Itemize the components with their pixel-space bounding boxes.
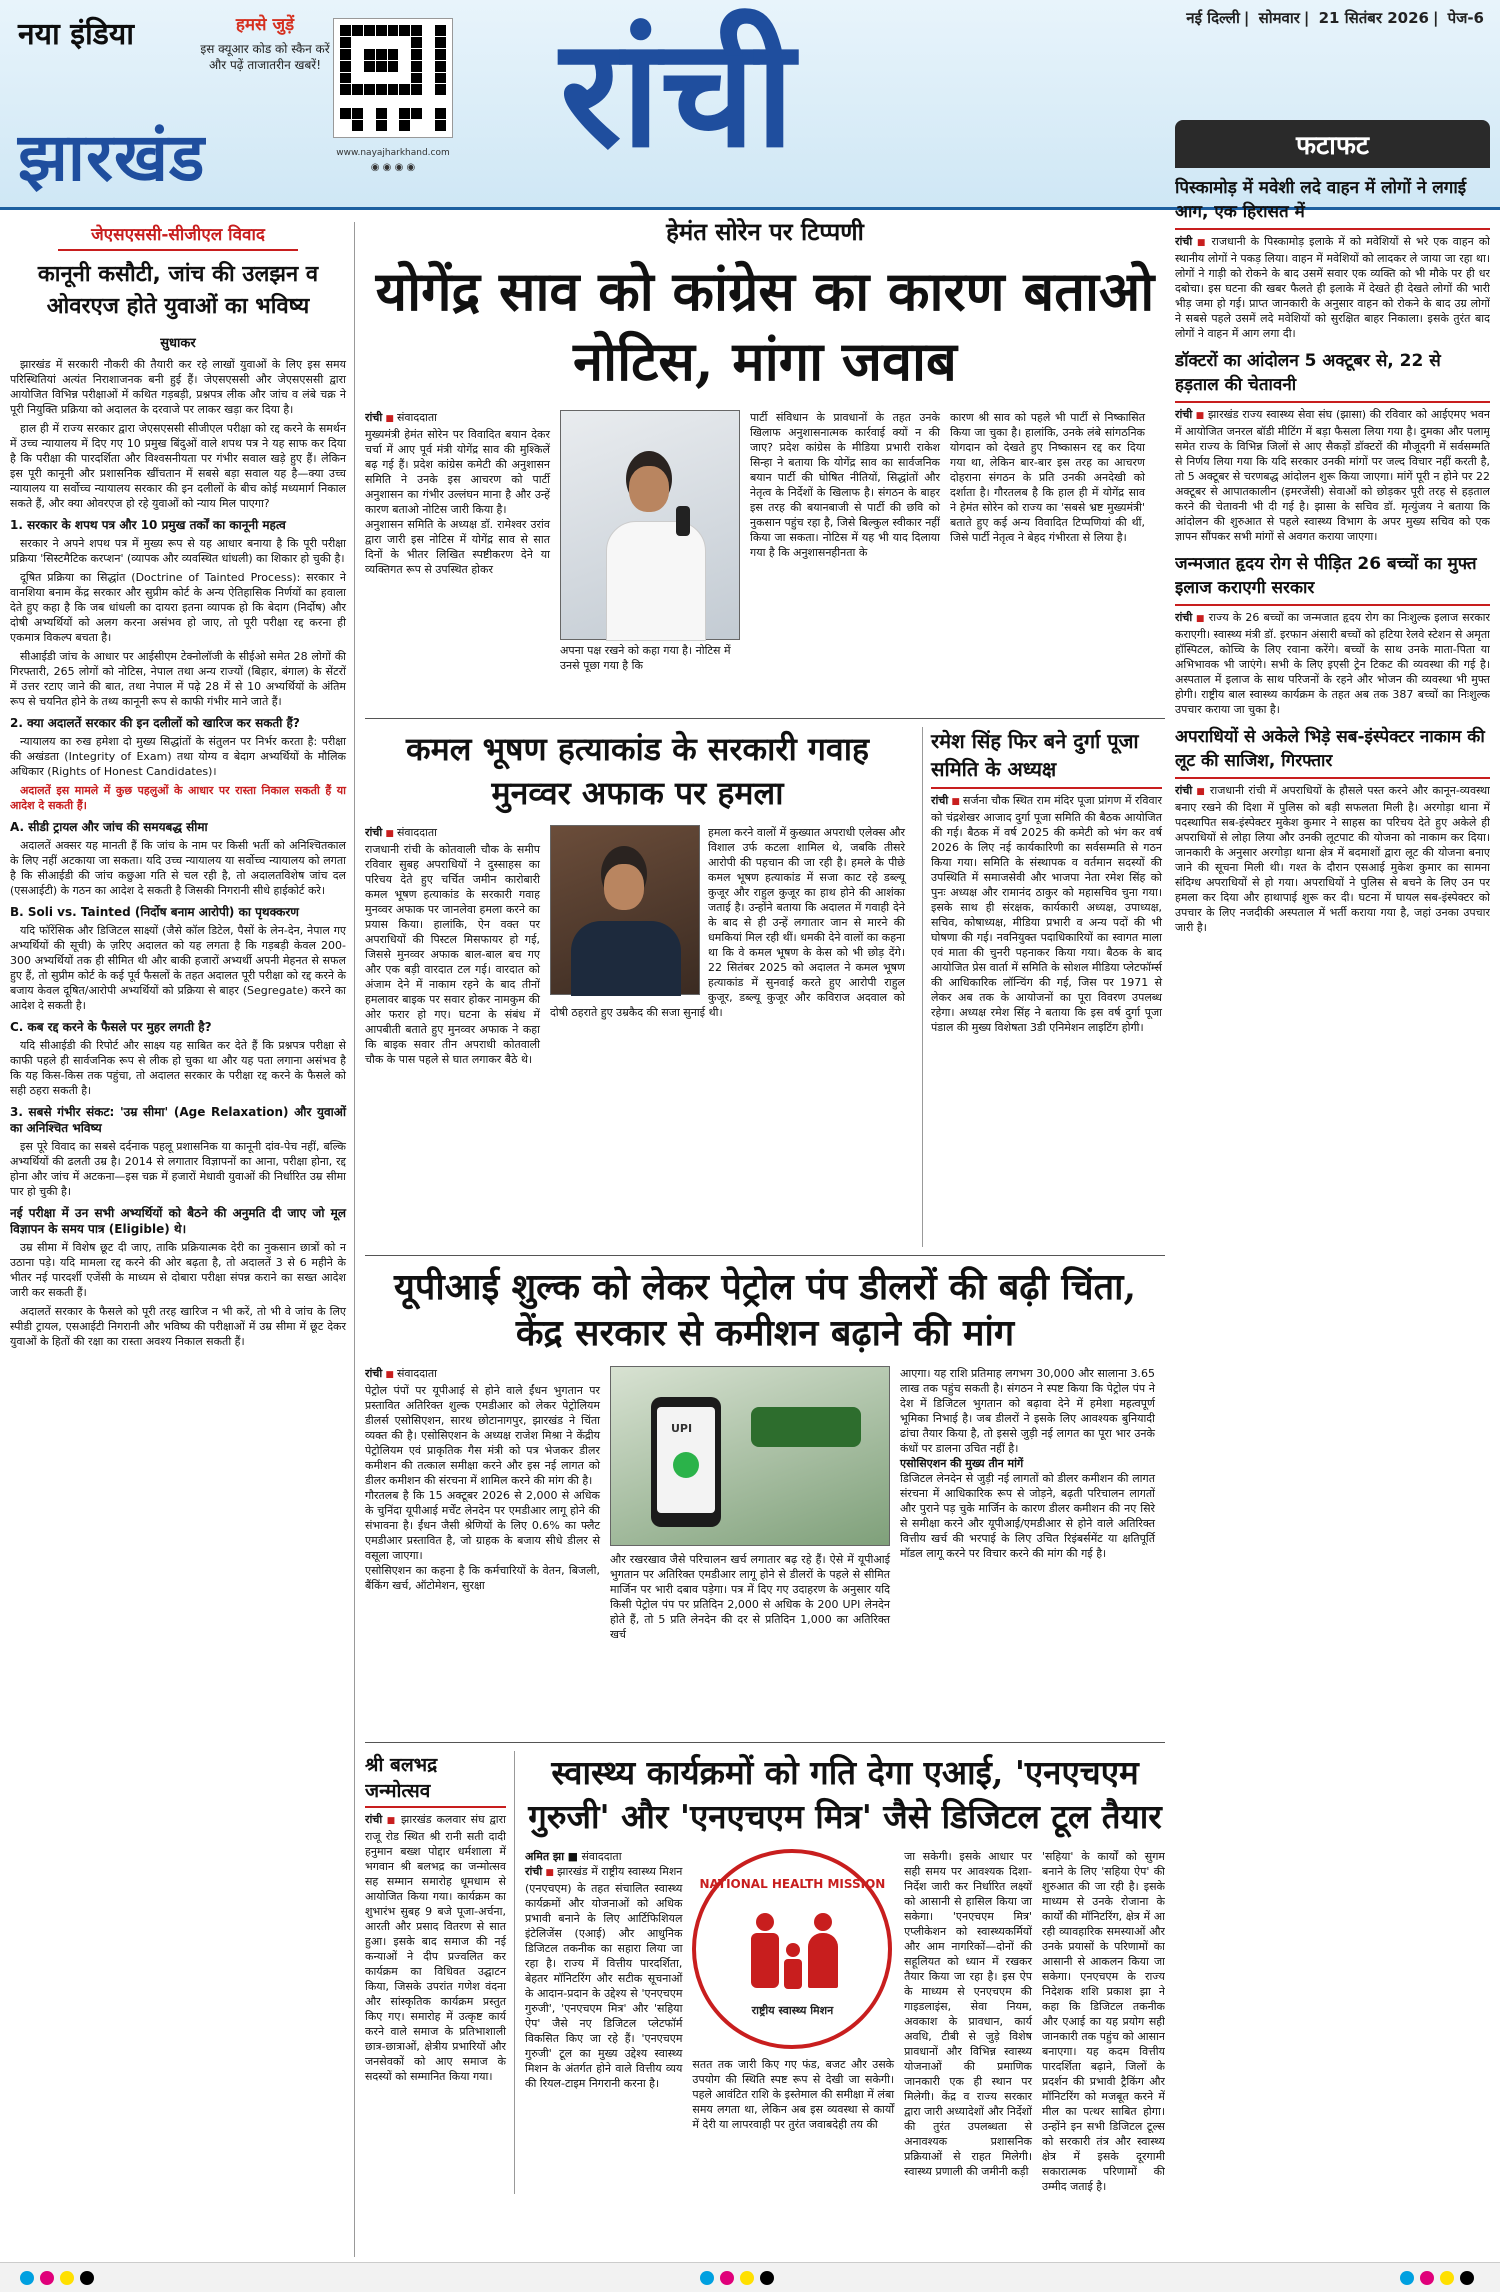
brief-place: रांची ■ bbox=[1175, 784, 1210, 797]
story-byline: संवाददाता bbox=[396, 826, 438, 839]
article-body bbox=[10, 357, 346, 1349]
logo-text: राष्ट्रीय स्वास्थ्य मिशन bbox=[751, 2004, 834, 2017]
left-column-article bbox=[10, 222, 355, 2257]
paragraph: अदालतें सरकार के फैसले को पूरी तरह खारिज न भी करें, तो भी वे जांच के लिए स्पीडी ट्रायल, एसआईटी निगरानी और भविष्य की परीक्षाओं में उम्र सीमा में छूट देकर युवाओं के हितों की रक्षा का रास्ता अवश्य निकाल सकती हैं। bbox=[10, 1305, 346, 1348]
brief-item bbox=[1175, 349, 1490, 544]
story-text bbox=[365, 1812, 506, 2084]
subheading: B. Soli vs. Tainted (निर्दोष बनाम आरोपी) का पृथक्करण bbox=[10, 905, 299, 919]
story-byline: संवाददाता bbox=[396, 1367, 438, 1380]
story-column: कारण श्री साव को पहले भी पार्टी से निष्कासित किया जा चुका है। हालांकि, उनके लंबे सांगठनिक योगदान को देखते हुए निष्कासन रद्द कर दिया गया था, लेकिन बार-बार इस तरह का आचरण दोहराना संगठन के प्रति उनकी अनदेखी को दर्शाता है। गौरतलब है कि हाल ही में योगेंद्र साव ने हेमंत सोरेन को राज्य का 'सबसे भ्रष्ट मुख्यमंत्री' बताते हुए कई अन्य विवादित टिप्पणियां की थीं, जिसे पार्टी नेतृत्व ने बेहद गंभीरता से लिया है। bbox=[950, 411, 1145, 544]
paragraph: दूषित प्रक्रिया का सिद्धांत (Doctrine of Tainted Process): सरकार ने वानशिया बनाम केंद्र सरकार और सुप्रीम कोर्ट के अन्य ऐतिहासिक निर्णयों का हवाला देते हुए कहा है कि जब धांधली का दायरा इतना व्यापक हो कि बेदाग (निर्दोष) और दोषी अभ्यर्थियों को अलग करना असंभव हो जाए, तो पूरी परीक्षा रद्द करना ही एकमात्र विकल्प बचता है। bbox=[10, 571, 346, 644]
yogendra-sao-photo bbox=[560, 410, 740, 640]
story-place: रांची ■ bbox=[365, 1367, 397, 1380]
story-munawwar-afaq bbox=[365, 727, 910, 1247]
brief-text: झारखंड राज्य स्वास्थ्य सेवा संघ (झासा) की रविवार को आईएमए भवन में आयोजित जनरल बॉडी मीटिंग में बड़ा फैसला लिया गया है। दुमका और पलामू समेत राज्य के विभिन्न जिलों से आए सैकड़ों डॉक्टरों की मौजूदगी में सर्वसम्मति से निर्णय लिया गया कि यदि सरकार उनकी मांगों पर जल्द विचार नहीं करती है, तो 5 अक्टूबर से चरणबद्ध आंदोलन शुरू किया जाएगा। मांगें पूरी न होने पर 22 अक्टूबर से आपातकालीन (इमरजेंसी) सेवाओं को छोड़कर पूरी तरह से हड़ताल करने की चेतावनी भी दी गई है। झासा के सचिव डॉ. मृत्युंजय ने बताया कि आंदोलन की शुरुआत से पहले स्वास्थ्य विभाग के अपर मुख्य सचिव को एक ज्ञापन सौंपकर सभी मांगों से अवगत कराया जाएगा। bbox=[1175, 408, 1490, 543]
story-column bbox=[365, 1366, 600, 1642]
yellow-dot-icon bbox=[60, 2271, 74, 2285]
subheading: एसोसिएशन की मुख्य तीन मांगें bbox=[900, 1457, 1024, 1470]
fuel-nozzle-icon bbox=[751, 1407, 861, 1447]
story-place: रांची ■ bbox=[525, 1865, 557, 1878]
article-kicker: जेएसएससी-सीजीएल विवाद bbox=[10, 222, 346, 251]
paragraph: यदि सीआईडी की रिपोर्ट और साक्ष्य यह साबित कर देते हैं कि प्रश्नपत्र परीक्षा से काफी पहले ही सार्वजनिक रूप से लीक हो चुका था और यह पता लगाना असंभव है कि यह किस-किस तक पहुंचा, तो अदालत सरकार के परीक्षा रद्द करने के फैसले को सही ठहरा सकती है। bbox=[10, 1039, 346, 1097]
nhm-logo-icon bbox=[692, 1849, 892, 2049]
join-box bbox=[200, 12, 330, 73]
subheading: 3. सबसे गंभीर संकट: 'उम्र सीमा' (Age Relaxation) और युवाओं का अनिश्चित भविष्य bbox=[10, 1105, 346, 1135]
yellow-dot-icon bbox=[1440, 2271, 1454, 2285]
story-text: अनुशासन समिति के अध्यक्ष डॉ. रामेश्वर उरांव द्वारा जारी इस नोटिस में योगेंद्र साव से सात दिनों के भीतर लिखित स्पष्टीकरण देने या व्यक्तिगत रूप से उपस्थित होकर bbox=[365, 518, 550, 576]
city-title: रांची bbox=[560, 5, 795, 181]
paragraph: हाल ही में राज्य सरकार द्वारा जेएसएससी सीजीएल परीक्षा को रद्द करने के समर्थन में उच्च न्यायालय में दिए गए 10 प्रमुख बिंदुओं वाले शपथ पत्र ने यह साफ कर दिया है कि परीक्षा की पारदर्शिता और विश्वसनीयता पर गंभीर सवाल खड़े हुए हैं। लेकिन इस पूरी कानूनी और प्रशासनिक खींचतान में सबसे बड़ा सवाल यह है—क्या उच्च न्यायालय या सर्वोच्च न्यायालय सरकार की इन दलीलों के बीच कोई मध्यमार्ग निकाल सकते हैं, और क्या ओवरएज हो रहे युवाओं को न्याय मिल पाएगा? bbox=[10, 422, 346, 510]
paragraph: सरकार ने अपने शपथ पत्र में मुख्य रूप से यह आधार बनाया है कि पूरी परीक्षा प्रक्रिया 'सिस्टमैटिक करप्शन' (व्यापक और व्यवस्थित धांधली) का शिकार हो चुकी है। bbox=[10, 537, 346, 565]
story-text: आएगा। यह राशि प्रतिमाह लगभग 30,000 और सालाना 3.65 लाख तक पहुंच सकती है। संगठन ने स्पष्ट किया कि पेट्रोल पंप ने देश में डिजिटल भुगतान को बढ़ावा देने में हमेशा महत्वपूर्ण भूमिका निभाई है। जब डीलरों ने इसके लिए आवश्यक बुनियादी ढांचा तैयार किया है, तो इससे जुड़ी नई लागत का पूरा भार उनके कंधों पर डालना उचित नहीं है। bbox=[900, 1367, 1155, 1455]
briefs-title: फटाफट bbox=[1175, 120, 1490, 168]
brief-item bbox=[1175, 725, 1490, 935]
story-balbhadra bbox=[365, 1751, 515, 2194]
join-text: इस क्यूआर कोड को स्कैन करें और पढ़ें ताजातरीन खबरें! bbox=[200, 42, 330, 72]
subheading: नई परीक्षा में उन सभी अभ्यर्थियों को बैठने की अनुमति दी जाए जो मूल विज्ञापन के समय पात्र (Eligible) थे। bbox=[10, 1206, 346, 1236]
story-body: झारखंड कलवार संघ द्वारा राजू रोड स्थित श्री रानी सती दादी हनुमान बख्श पोद्दार धर्मशाला में भगवान श्री बलभद्र का जन्मोत्सव सह सम्मान समारोह धूमधाम से आयोजित किया गया। कार्यक्रम का शुभारंभ सुबह 9 बजे पूजा-अर्चना, आरती और प्रसाद वितरण से सात हुआ। इसके बाद समाज की नई कन्याओं ने दीप प्रज्वलित कर कार्यक्रम का विधिवत उद्घाटन किया, जिसके उपरांत गणेश वंदना और सांस्कृतिक कार्यक्रम प्रस्तुत किए गए। समारोह में उत्कृष्ट कार्य करने वाले समाज के प्रतिभाशाली छात्र-छात्राओं, क्षेत्रीय प्रभारियों और जनसेवकों को आए समाज के सदस्यों को सम्मानित किया गया। bbox=[365, 1813, 506, 2083]
story-text: सतत तक जारी किए गए फंड, बजट और उसके उपयोग की स्थिति स्पष्ट रूप से देखी जा सकेगी। पहले आवंटित राशि के इस्तेमाल की समीक्षा में लंबा समय लगता था, लेकिन अब इस व्यवस्था से कार्यों में देरी या लापरवाही पर तुरंत जवाबदेही तय की bbox=[692, 2058, 895, 2131]
story-byline: संवाददाता bbox=[581, 1850, 622, 1863]
story-headline: यूपीआई शुल्क को लेकर पेट्रोल पंप डीलरों की बढ़ी चिंता, केंद्र सरकार से कमीशन बढ़ाने की मांग bbox=[394, 1266, 1136, 1354]
brief-place: रांची ■ bbox=[1175, 235, 1212, 248]
story-text: हमला करने वालों में कुख्यात अपराधी एलेक्स और विशाल उर्फ कटला शामिल थे, जबकि तीसरे आरोपी की पहचान की जा रही है। हमले के पीछे कमल भूषण हत्याकांड में सजा काट रहे डब्ल्यू कुजूर और राहुल कुजूर का हाथ होने की आशंका जताई है। उन्होंने बताया कि अदालत में गवाही देने के बाद से ही उन्हें लगातार जान से मारने की धमकियां मिल रही थीं। धमकी देने वालों का कहना था कि वे कमल भूषण के केस को भी छोड़ देंगे। 22 सितंबर 2025 को अदालत ने कमल भूषण हत्याकांड में सुनवाई करते हुए आरोपी राहुल कुजूर, डब्ल्यू कुजूर और कविराज अदवाल को दोषी ठहराते हुए उम्रकैद की सजा सुनाई थी। bbox=[550, 826, 905, 1019]
brief-place: रांची ■ bbox=[1175, 611, 1209, 624]
region-title: झारखंड bbox=[18, 118, 206, 196]
phone-icon: UPI bbox=[651, 1397, 721, 1527]
story-headline: कमल भूषण हत्याकांड के सरकारी गवाह मुनव्वर अफाक पर हमला bbox=[406, 730, 869, 812]
brief-headline: पिस्कामोड़ में मवेशी लदे वाहन में लोगों ने लगाई आग, एक हिरासत में bbox=[1175, 176, 1490, 230]
story-place: रांची ■ bbox=[365, 411, 397, 424]
paragraph: उम्र सीमा में विशेष छूट दी जाए, ताकि प्रक्रियात्मक देरी का नुकसान छात्रों को न उठाना पड़े। यदि मामला रद्द करने की ओर बढ़ता है, तो अदालतें 3 से 6 महीने के भीतर नई पारदर्शी एजेंसी के माध्यम से दोबारा परीक्षा संपन्न कराने का सख्त आदेश जारी कर सकती हैं। bbox=[10, 1241, 346, 1299]
magenta-dot-icon bbox=[1420, 2271, 1434, 2285]
dateline-city: नई दिल्ली bbox=[1186, 9, 1240, 27]
story-ramesh-singh bbox=[922, 727, 1162, 1247]
story-yogendra-sao bbox=[365, 215, 1165, 710]
brief-headline: डॉक्टरों का आंदोलन 5 अक्टूबर से, 22 से हड़ताल की चेतावनी bbox=[1175, 349, 1490, 403]
social-icons: ◉ ◉ ◉ ◉ bbox=[370, 162, 416, 173]
story-headline: योगेंद्र साव को कांग्रेस का कारण बताओ नोटिस, मांगा जवाब bbox=[375, 259, 1155, 393]
black-dot-icon bbox=[760, 2271, 774, 2285]
print-registration-strip bbox=[0, 2262, 1500, 2292]
brief-body bbox=[1175, 234, 1490, 341]
brief-place: रांची ■ bbox=[1175, 408, 1208, 421]
story-headline: रमेश सिंह फिर बने दुर्गा पूजा समिति के अध्यक्ष bbox=[931, 727, 1162, 789]
story-column: पार्टी संविधान के प्रावधानों के तहत उनके खिलाफ अनुशासनात्मक कार्रवाई क्यों न की जाए? प्रदेश कांग्रेस के मीडिया प्रभारी राकेश सिन्हा ने बताया कि योगेंद्र साव का सार्वजनिक बयान पार्टी की घोषित नीतियों, सिद्धांतों और नेतृत्व के निर्देशों के खिलाफ है। संगठन के बाहर इस तरह की बयानबाजी से पार्टी की छवि को नुकसान पहुंच रहा है, जिसे बिल्कुल स्वीकार नहीं किया जा सकता। नोटिस में यह भी याद दिलाया गया है कि अनुशासनहीनता के bbox=[750, 411, 940, 559]
cyan-dot-icon bbox=[1400, 2271, 1414, 2285]
story-text: झारखंड में राष्ट्रीय स्वास्थ्य मिशन (एनएचएम) के तहत संचालित स्वास्थ्य कार्यक्रमों और योजनाओं को अधिक प्रभावी बनाने के लिए आर्टिफिशियल इंटेलिजेंस (एआई) और आधुनिक डिजिटल तकनीक का सहारा लिया जा रहा है। राज्य में वित्तीय पारदर्शिता, बेहतर मॉनिटरिंग और सटीक सूचनाओं के आदान-प्रदान के उद्देश्य से 'एनएचएम गुरुजी', 'एनएचएम मित्र' और 'सहिया ऐप' जैसे नए डिजिटल प्लेटफॉर्म विकसित किए जा रहे हैं। 'एनएचएम गुरुजी' टूल का मुख्य उद्देश्य स्वास्थ्य मिशन के अंतर्गत होने वाले वित्तीय व्यय की रियल-टाइम निगरानी करना है। bbox=[525, 1865, 683, 2090]
story-text: डिजिटल लेनदेन से जुड़ी नई लागतों को डीलर कमीशन की लागत संरचना में आधिकारिक रूप से जोड़ने, बढ़ती परिचालन लागतों और पुराने पड़ चुके मार्जिन के कारण डीलर कमीशन की नए सिरे से समीक्षा करने और यूपीआई/एमडीआर से होने वाले अतिरिक्त वित्तीय खर्च की भरपाई के लिए उचित रिइंबर्समेंट या क्षतिपूर्ति मॉडल लागू करने पर विचार करने की मांग की गई है। bbox=[900, 1472, 1155, 1560]
paragraph: अदालतें अक्सर यह मानती हैं कि जांच के नाम पर किसी भर्ती को अनिश्चितकाल के लिए नहीं अटकाया जा सकता। यदि उच्च न्यायालय या सर्वोच्च न्यायालय को लगता है कि सीआईडी की जांच कछुआ गति से चल रही है, तो अदालतविशेष जांच दल (एसआईटी) के गठन का आदेश दे सकती है जिसकी निगरानी सीधे हाईकोर्ट करे। bbox=[10, 839, 346, 897]
nhm-block bbox=[692, 1849, 894, 2194]
brief-body bbox=[1175, 610, 1490, 717]
subheading: A. सीडी ट्रायल और जांच की समयबद्ध सीमा bbox=[10, 820, 208, 834]
story-headline: श्री बलभद्र जन्मोत्सव bbox=[365, 1751, 506, 1808]
story-column bbox=[365, 410, 550, 710]
brief-text: राज्य के 26 बच्चों का जन्मजात हृदय रोग का निःशुल्क इलाज सरकार कराएगी। स्वास्थ्य मंत्री डॉ. इरफान अंसारी बच्चों को हटिया रेलवे स्टेशन से अमृता हॉस्पिटल, कोच्चि के लिए रवाना करेंगे। बच्चों के साथ उनके माता-पिता या अभिभावक भी जाएंगे। सभी के लिए इएसी ट्रेन टिकट की व्यवस्था की गई है। अस्पताल में इलाज के साथ परिजनों के रहने और भोजन की व्यवस्था भी मुफ्त होगी। राष्ट्रीय बाल स्वास्थ्य कार्यक्रम के तहत अब तक 387 बच्चों का निःशुल्क उपचार कराया जा चुका है। bbox=[1175, 611, 1490, 716]
brief-headline: अपराधियों से अकेले भिड़े सब-इंस्पेक्टर नाकाम की लूट की साजिश, गिरफ्तार bbox=[1175, 725, 1490, 779]
paragraph: झारखंड में सरकारी नौकरी की तैयारी कर रहे लाखों युवाओं के लिए इस समय परिस्थितियां अत्यंत निराशाजनक बनी हुई हैं। जेएसएससी और जेएसएससी द्वारा आयोजित विभिन्न परीक्षाओं में कथित गड़बड़ी, प्रश्नपत्र लीक और जांच व लंबे चक्र ने पूरी नियुक्ति प्रक्रिया को अदालत के दरवाजे पर लाकर खड़ा कर दिया है। bbox=[10, 358, 346, 416]
middle-column bbox=[365, 215, 1165, 2255]
magenta-dot-icon bbox=[720, 2271, 734, 2285]
photo-caption: अपना पक्ष रखने को कहा गया है। नोटिस में उनसे पूछा गया है कि bbox=[560, 644, 731, 672]
join-title: हमसे जुड़ें bbox=[235, 15, 295, 35]
photo-block bbox=[560, 410, 740, 710]
dateline-date: 21 सितंबर 2026 bbox=[1318, 9, 1429, 27]
briefs-list bbox=[1175, 176, 1490, 935]
brief-body bbox=[1175, 783, 1490, 935]
story-column: जा सकेगी। इसके आधार पर सही समय पर आवश्यक दिशा-निर्देश जारी कर निर्धारित लक्ष्यों को आसानी से हासिल किया जा सकेगा। 'एनएचएम मित्र' एप्लीकेशन को स्वास्थ्यकर्मियों और आम नागरिकों—दोनों की सहूलियत को ध्यान में रखकर तैयार किया जा रहा है। इस ऐप के माध्यम से एनएचएम की गाइडलाइंस, सेवा नियम, अवकाश के प्रावधान, कार्य अवधि, टीबी से जुड़े विशेष प्रावधानों और विभिन्न स्वास्थ्य योजनाओं की प्रमाणिक जानकारी एक ही स्थान पर मिलेगी। केंद्र व राज्य सरकार द्वारा जारी अध्यादेशों और निर्देशों की तुरंत उपलब्धता से अनावश्यक प्रशासनिक प्रक्रियाओं से राहत मिलेगी। स्वास्थ्य प्रणाली की जमीनी कड़ी bbox=[904, 1850, 1033, 2178]
brief-text: राजधानी रांची में अपराधियों के हौसले पस्त करने और कानून-व्यवस्था बनाए रखने की दिशा में पुलिस को बड़ी सफलता मिली है। अरगोड़ा थाना में पदस्थापित सब-इंस्पेक्टर मुकेश कुमार ने साहस का परिचय देते हुए अकेले ही अपराधियों से लोहा लिया और उनकी लूटपाट की योजना को नाकाम कर दिया। जानकारी के अनुसार अरगोड़ा थाना क्षेत्र में बदमाशों द्वारा लूट की योजना बनाए जाने की सूचना मिली थी। गश्त के दौरान एसआई मुकेश कुमार का सामना संदिग्ध अपराधियों से हो गया। अपराधियों ने पुलिस से बचने के लिए उन पर हमला कर दिया और हाथापाई शुरू कर दी। घटना में घायल सब-इंस्पेक्टर को उपचार के लिए नजदीकी अस्पताल में भर्ती कराया गया है, जहां उनका उपचार जारी है। bbox=[1175, 784, 1490, 934]
story-text: राजधानी रांची के कोतवाली चौक के समीप रविवार सुबह अपराधियों ने दुस्साहस का परिचय देते हुए चर्चित जमीन कारोबारी कमल भूषण हत्याकांड के सरकारी गवाह मुनव्वर अफाक पर जानलेवा हमला करने का प्रयास किया। हालांकि, ऐन वक्त पर अपराधियों की पिस्टल मिसफायर हो गई, जिससे मुनव्वर अफाक बाल-बाल बच गए और एक बड़ी वारदात टल गई। वारदात को अंजाम देने में नाकाम रहने के बाद तीनों हमलावर बाइक पर सवार होकर नामकुम की ओर फरार हो गए। घटना के संबंध में आपबीती बताते हुए मुनव्वर अफाक ने कहा कि बाइक सवार तीन अपराधी कोतवाली चौक के पास पहले से घात लगाकर बैठे थे। bbox=[365, 843, 540, 1066]
paragraph: इस पूरे विवाद का सबसे दर्दनाक पहलू प्रशासनिक या कानूनी दांव-पेच नहीं, बल्कि अभ्यर्थियों की ढलती उम्र है। 2014 से लगातार विज्ञापनों का आना, परीक्षा होना, रद्द होना और जांच में अटकना—इस चक्र में हजारों मेधावी युवाओं की निर्धारित उम्र सीमा पार हो चुकी है। bbox=[10, 1140, 346, 1198]
story-right bbox=[550, 825, 905, 1067]
yellow-dot-icon bbox=[740, 2271, 754, 2285]
brand-name: नया इंडिया bbox=[18, 17, 134, 52]
story-kicker: हेमंत सोरेन पर टिप्पणी bbox=[666, 218, 864, 246]
story-place: रांची ■ bbox=[365, 826, 397, 839]
check-icon bbox=[673, 1452, 699, 1478]
cyan-dot-icon bbox=[700, 2271, 714, 2285]
brief-item bbox=[1175, 552, 1490, 717]
magenta-dot-icon bbox=[40, 2271, 54, 2285]
logo-text: NATIONAL HEALTH MISSION bbox=[699, 1877, 886, 1891]
story-text: पेट्रोल पंपों पर यूपीआई से होने वाले ईंधन भुगतान पर प्रस्तावित अतिरिक्त शुल्क एमडीआर को लेकर पेट्रोलियम डीलर्स एसोसिएशन, सारथ छोटानागपुर, झारखंड ने चिंता व्यक्त की है। एसोसिएशन के अध्यक्ष राजेश मिश्रा ने केंद्रीय पेट्रोलियम एवं प्राकृतिक गैस मंत्री को पत्र भेजकर डीलर कमीशन की तत्काल समीक्षा करने और इस नई लागत को डीलर कमीशन की संरचना में शामिल करने की मांग की है। bbox=[365, 1384, 600, 1487]
story-place: रांची ■ bbox=[931, 794, 963, 807]
dateline-day: सोमवार bbox=[1258, 9, 1300, 27]
story-body: सर्जना चौक स्थित राम मंदिर पूजा प्रांगण में रविवार को चंद्रशेखर आजाद दुर्गा पूजा समिति की बैठक आयोजित की गई। बैठक में वर्ष 2025 की कमेटी को भंग कर वर्ष 2026 के लिए नई कार्यकारिणी का सर्वसम्मति से गठन किया गया। समिति के संस्थापक व वर्तमान सदस्यों की उपस्थिति में समाजसेवी और भाजपा नेता रमेश सिंह को पुनः अध्यक्ष और रामानंद ठाकुर को महासचिव चुना गया। इसके साथ ही संरक्षक, कार्यकारी अध्यक्ष, उपाध्यक्ष, सचिव, कोषाध्यक्ष, मीडिया प्रभारी व अन्य पदों की भी घोषणा की गई। नवनियुक्त पदाधिकारियों का स्वागत माला एवं माता की चुनरी पहनाकर किया गया। बैठक के बाद आयोजित प्रेस वार्ता में समिति के सोशल मीडिया प्लेटफॉर्म्स की आधिकारिक लॉन्चिंग की गई, जिस पर 1971 से लेकर अब तक के आयोजनों का पूरा विवरण उपलब्ध रहेगा। अध्यक्ष रमेश सिंह ने बताया कि इस वर्ष दुर्गा पूजा पंडाल की मुख्य विशेषता 3डी एनिमेशन लाइटिंग होगी। bbox=[931, 794, 1162, 1034]
brief-item bbox=[1175, 176, 1490, 341]
story-byline: अमित झा bbox=[525, 1850, 565, 1863]
munawwar-afaq-photo bbox=[550, 825, 700, 995]
highlight-line: अदालतें इस मामले में कुछ पहलुओं के आधार पर रास्ता निकाल सकती हैं या आदेश दे सकती हैं। bbox=[10, 784, 346, 812]
story-text bbox=[931, 793, 1162, 1035]
subheading: 1. सरकार के शपथ पत्र और 10 प्रमुख तर्कों का कानूनी महत्व bbox=[10, 518, 286, 532]
black-dot-icon bbox=[1460, 2271, 1474, 2285]
story-column bbox=[900, 1366, 1155, 1642]
black-dot-icon bbox=[80, 2271, 94, 2285]
story-upi-fee bbox=[365, 1264, 1165, 1734]
story-text: और रखरखाव जैसे परिचालन खर्च लगातार बढ़ रहे हैं। ऐसे में यूपीआई भुगतान पर अतिरिक्त एमडीआर लागू होने से डीलरों के पहले से सीमित मार्जिन पर भारी दबाव पड़ेगा। पत्र में दिए गए उदाहरण के अनुसार यदि किसी पेट्रोल पंप पर प्रतिदिन 2,000 से अधिक के 200 UPI लेनदेन होते हैं, तो 5 प्रति लेनदेन की दर से प्रतिदिन 1,000 का अतिरिक्त खर्च bbox=[610, 1553, 890, 1641]
story-column bbox=[365, 825, 540, 1067]
right-column-briefs bbox=[1175, 120, 1490, 2255]
story-column: 'सहिया' के कार्यों को सुगम बनाने के लिए 'सहिया ऐप' की शुरुआत की जा रही है। इसके माध्यम से उनके रोजाना के कार्यों की मॉनिटरिंग, क्षेत्र में आ रही व्यावहारिक समस्याओं और उनके प्रयासों के परिणामों का आसानी से आकलन किया जा सकेगा। एनएचएम के राज्य निदेशक शशि प्रकाश झा ने कहा कि डिजिटल तकनीक और एआई का यह प्रयोग सही जानकारी तक पहुंच को आसान बनाएगा। यह कदम वित्तीय पारदर्शिता बढ़ाने, जिलों के प्रदर्शन की प्रभावी ट्रैकिंग और मॉनिटरिंग को मजबूत करने में मील का पत्थर साबित होगा। उन्होंने इन सभी डिजिटल टूल्स को सरकारी तंत्र और स्वास्थ्य क्षेत्र में इसके दूरगामी सकारात्मक परिणामों की उम्मीद जताई है। bbox=[1042, 1850, 1165, 2193]
story-headline: स्वास्थ्य कार्यक्रमों को गति देगा एआई, 'एनएचएम गुरुजी' और 'एनएचएम मित्र' जैसे डिजिटल टूल तैयार bbox=[528, 1753, 1162, 1836]
dateline: नई दिल्ली | सोमवार | 21 सितंबर 2026 | पेज-6 bbox=[1182, 8, 1488, 28]
upi-payment-photo bbox=[610, 1366, 890, 1546]
article-byline: सुधाकर bbox=[160, 336, 196, 351]
story-text: मुख्यमंत्री हेमंत सोरेन पर विवादित बयान देकर चर्चा में आए पूर्व मंत्री योगेंद्र साव की मुश्किलें बढ़ गई हैं। प्रदेश कांग्रेस कमेटी की अनुशासन समिति ने उनके इस आचरण को पार्टी अनुशासन का गंभीर उल्लंघन माना है और उन्हें कारण बताओ नोटिस जारी किया है। bbox=[365, 428, 550, 516]
story-nhm-ai bbox=[525, 1751, 1165, 2194]
qr-caption: www.nayajharkhand.com bbox=[336, 148, 450, 158]
story-text: गौरतलब है कि 15 अक्टूबर 2026 से 2,000 से अधिक के चुनिंदा यूपीआई मर्चेंट लेनदेन पर एमडीआर लागू होने की संभावना है। ईंधन जैसी श्रेणियों के लिए 0.6% का फ्लैट एमडीआर प्रस्तावित है, जो ग्राहक के बजाय सीधे डीलर से वसूला जाएगा। bbox=[365, 1489, 600, 1562]
story-mid bbox=[610, 1366, 890, 1642]
subheading: 2. क्या अदालतें सरकार की इन दलीलों को खारिज कर सकती हैं? bbox=[10, 716, 300, 730]
qr-code-icon[interactable] bbox=[333, 18, 453, 138]
brief-body bbox=[1175, 407, 1490, 544]
microphone-icon bbox=[676, 506, 690, 536]
row-bottom bbox=[365, 1751, 1165, 2194]
story-column: अमित झा ■ संवाददाता रांची ■ झारखंड में राष्ट्रीय स्वास्थ्य मिशन (एनएचएम) के तहत संचालित स्वास्थ्य कार्यक्रमों और योजनाओं को अधिक प्रभावी बनाने के लिए आर्टिफिशियल इंटेलिजेंस (एआई) और आधुनिक डिजिटल तकनीक का सहारा लिया जा रहा है। राज्य में वित्तीय पारदर्शिता, बेहतर मॉनिटरिंग और सटीक सूचनाओं के आदान-प्रदान के उद्देश्य से 'एनएचएम गुरुजी', 'एनएचएम मित्र' और 'सहिया ऐप' जैसे नए डिजिटल प्लेटफॉर्म विकसित किए जा रहे हैं। 'एनएचएम गुरुजी' टूल का मुख्य उद्देश्य स्वास्थ्य मिशन के अंतर्गत होने वाले वित्तीय व्यय की रियल-टाइम निगरानी करना है। bbox=[525, 1849, 682, 2194]
paragraph: सीआईडी जांच के आधार पर आईसीएम टेक्नोलॉजी के सीईओ समेत 28 लोगों की गिरफ्तारी, 265 लोगों को नोटिस, नेपाल तथा अन्य राज्यों (बिहार, बंगाल) के सेंटरों में उत्तर रटाए जाने की बात, तथा नेपाल में पढ़े 28 में से 10 अभ्यर्थियों के अंतिम रूप से चयनित होने के तथ्य कानूनी रूप से काफी गंभीर माने जाते हैं। bbox=[10, 650, 346, 708]
story-text: एसोसिएशन का कहना है कि कर्मचारियों के वेतन, बिजली, बैंकिंग खर्च, ऑटोमेशन, सुरक्षा bbox=[365, 1564, 600, 1592]
brief-headline: जन्मजात हृदय रोग से पीड़ित 26 बच्चों का मुफ्त इलाज कराएगी सरकार bbox=[1175, 552, 1490, 606]
paragraph: यदि फॉरेंसिक और डिजिटल साक्ष्यों (जैसे कॉल डिटेल, पैसों के लेन-देन, नेपाल गए अभ्यर्थियों की सूची) के ज़रिए अदालत को यह लगता है कि गड़बड़ी केवल 200-300 अभ्यर्थियों तक ही सीमित थी और बाकी हजारों अभ्यर्थी अपनी मेहनत से सफल हुए हैं, तो सुप्रीम कोर्ट के कई पूर्व फैसलों के तहत अदालत पूरी परीक्षा को रद्द करने के बजाय केवल दूषित/आरोपी अभ्यर्थियों को प्रक्रिया से बाहर (Segregate) करने का आदेश दे सकती है। bbox=[10, 924, 346, 1012]
article-headline: कानूनी कसौटी, जांच की उलझन व ओवरएज होते युवाओं का भविष्य bbox=[37, 262, 319, 319]
story-byline: संवाददाता bbox=[396, 411, 438, 424]
paragraph: न्यायालय का रुख हमेशा दो मुख्य सिद्धांतों के संतुलन पर निर्भर करता है: परीक्षा की अखंडता (Integrity of Exam) तथा योग्य व बेदाग अभ्यर्थियों के मौलिक अधिकार (Rights of Honest Candidates)। bbox=[10, 735, 346, 778]
row-stories bbox=[365, 727, 1165, 1247]
story-place: रांची ■ bbox=[365, 1813, 401, 1826]
cyan-dot-icon bbox=[20, 2271, 34, 2285]
brief-text: राजधानी के पिस्कामोड़ इलाके में को मवेशियों से भरे एक वाहन को स्थानीय लोगों ने पकड़ लिया। वाहन में मवेशियों को लादकर ले जाया जा रहा था। लोगों ने गाड़ी को रोकने के बाद उसमें सवार एक व्यक्ति को भी मौके पर ही धर दबोचा। इस घटना की खबर फैलते ही इलाके में देखते ही देखते लोगों की भारी भीड़ जमा हो गई। प्राप्त जानकारी के अनुसार वाहन को रोकने के बाद उग्र लोगों ने सबसे पहले उसमें लदे मवेशियों को सुरक्षित बाहर निकाला। इसके तुरंत बाद लोगों ने वाहन में आग लगा दी। bbox=[1175, 235, 1490, 340]
dateline-page: पेज-6 bbox=[1447, 9, 1484, 27]
subheading: C. कब रद्द करने के फैसले पर मुहर लगती है? bbox=[10, 1020, 212, 1034]
family-icon bbox=[746, 1913, 846, 1993]
